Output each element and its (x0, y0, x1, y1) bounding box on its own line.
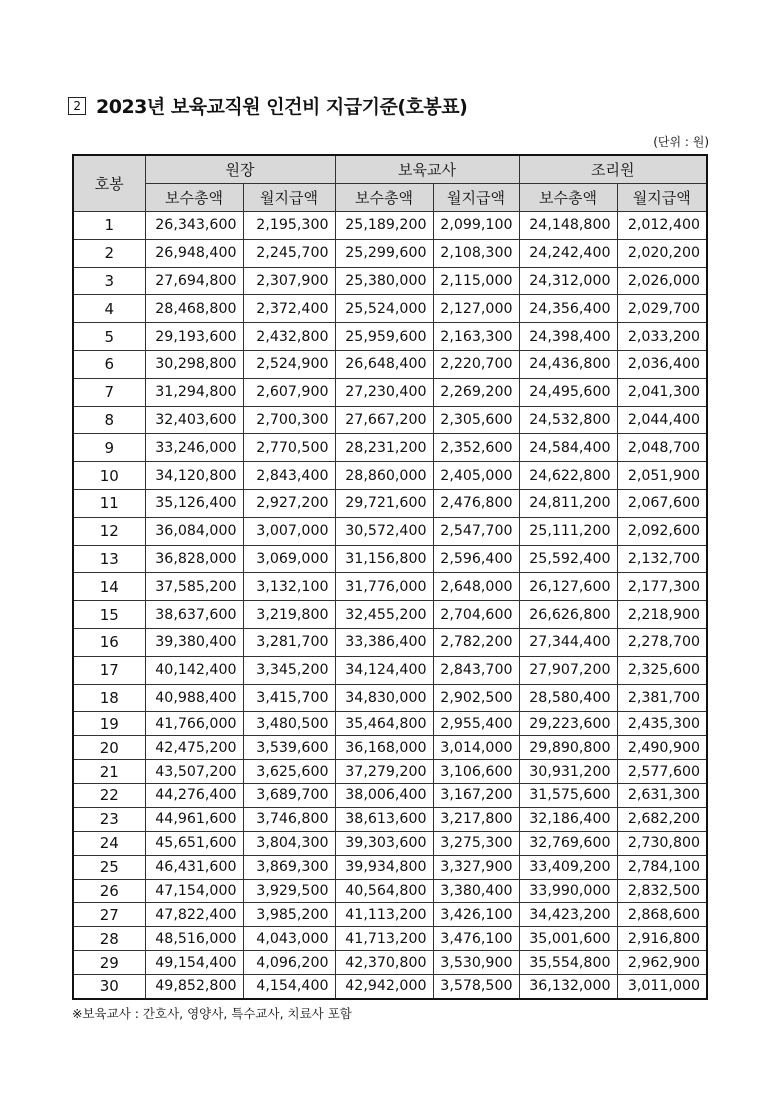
total-pay-cell: 25,299,600 (335, 239, 433, 267)
monthly-pay-cell: 2,115,000 (433, 267, 519, 295)
total-pay-cell: 41,713,200 (335, 927, 433, 951)
monthly-pay-cell: 3,011,000 (617, 975, 707, 999)
step-cell: 15 (73, 601, 145, 629)
total-pay-cell: 41,766,000 (145, 712, 243, 736)
monthly-pay-cell: 4,096,200 (243, 951, 335, 975)
total-pay-cell: 40,988,400 (145, 684, 243, 712)
total-pay-cell: 28,580,400 (519, 684, 617, 712)
total-pay-cell: 24,495,600 (519, 378, 617, 406)
total-pay-cell: 39,303,600 (335, 831, 433, 855)
title-text: 2023년 보육교직원 인건비 지급기준(호봉표) (96, 96, 468, 118)
step-cell: 2 (73, 239, 145, 267)
total-pay-cell: 26,948,400 (145, 239, 243, 267)
table-row (73, 760, 707, 784)
monthly-pay-cell: 3,869,300 (243, 855, 335, 879)
step-cell: 13 (73, 545, 145, 573)
total-pay-cell: 43,507,200 (145, 760, 243, 784)
total-pay-cell: 42,942,000 (335, 975, 433, 999)
total-pay-cell: 48,516,000 (145, 927, 243, 951)
monthly-pay-cell: 2,631,300 (617, 784, 707, 808)
monthly-pay-cell: 3,132,100 (243, 573, 335, 601)
monthly-pay-cell: 2,381,700 (617, 684, 707, 712)
step-cell: 28 (73, 927, 145, 951)
monthly-pay-cell: 3,985,200 (243, 903, 335, 927)
subheader-total-pay: 보수총액 (145, 184, 243, 212)
monthly-pay-cell: 2,577,600 (617, 760, 707, 784)
step-cell: 9 (73, 434, 145, 462)
total-pay-cell: 44,276,400 (145, 784, 243, 808)
monthly-pay-cell: 2,607,900 (243, 378, 335, 406)
total-pay-cell: 32,455,200 (335, 601, 433, 629)
total-pay-cell: 24,356,400 (519, 295, 617, 323)
table-row (73, 656, 707, 684)
table-row (73, 267, 707, 295)
total-pay-cell: 36,828,000 (145, 545, 243, 573)
table-body (73, 212, 707, 999)
step-cell: 20 (73, 736, 145, 760)
table-row (73, 975, 707, 999)
total-pay-cell: 28,860,000 (335, 462, 433, 490)
subheader-monthly-pay: 월지급액 (243, 184, 335, 212)
total-pay-cell: 35,001,600 (519, 927, 617, 951)
total-pay-cell: 35,126,400 (145, 489, 243, 517)
total-pay-cell: 24,312,000 (519, 267, 617, 295)
table-row (73, 684, 707, 712)
step-cell: 4 (73, 295, 145, 323)
monthly-pay-cell: 3,539,600 (243, 736, 335, 760)
monthly-pay-cell: 2,700,300 (243, 406, 335, 434)
monthly-pay-cell: 2,029,700 (617, 295, 707, 323)
monthly-pay-cell: 2,033,200 (617, 323, 707, 351)
monthly-pay-cell: 3,476,100 (433, 927, 519, 951)
step-cell: 5 (73, 323, 145, 351)
step-cell: 25 (73, 855, 145, 879)
monthly-pay-cell: 2,476,800 (433, 489, 519, 517)
section-number-box: 2 (68, 97, 86, 115)
step-cell: 3 (73, 267, 145, 295)
total-pay-cell: 25,524,000 (335, 295, 433, 323)
table-row (73, 434, 707, 462)
total-pay-cell: 27,667,200 (335, 406, 433, 434)
total-pay-cell: 32,403,600 (145, 406, 243, 434)
table-row (73, 489, 707, 517)
total-pay-cell: 39,934,800 (335, 855, 433, 879)
total-pay-cell: 38,637,600 (145, 601, 243, 629)
total-pay-cell: 36,084,000 (145, 517, 243, 545)
monthly-pay-cell: 2,832,500 (617, 879, 707, 903)
monthly-pay-cell: 2,245,700 (243, 239, 335, 267)
monthly-pay-cell: 2,868,600 (617, 903, 707, 927)
step-cell: 26 (73, 879, 145, 903)
total-pay-cell: 26,127,600 (519, 573, 617, 601)
subheader-total-pay: 보수총액 (519, 184, 617, 212)
total-pay-cell: 29,193,600 (145, 323, 243, 351)
total-pay-cell: 49,852,800 (145, 975, 243, 999)
table-row (73, 736, 707, 760)
total-pay-cell: 35,464,800 (335, 712, 433, 736)
monthly-pay-cell: 3,345,200 (243, 656, 335, 684)
step-cell: 10 (73, 462, 145, 490)
monthly-pay-cell: 3,219,800 (243, 601, 335, 629)
monthly-pay-cell: 2,927,200 (243, 489, 335, 517)
table-row (73, 927, 707, 951)
total-pay-cell: 37,585,200 (145, 573, 243, 601)
total-pay-cell: 33,386,400 (335, 628, 433, 656)
monthly-pay-cell: 3,007,000 (243, 517, 335, 545)
total-pay-cell: 26,626,800 (519, 601, 617, 629)
monthly-pay-cell: 3,625,600 (243, 760, 335, 784)
table-row (73, 601, 707, 629)
monthly-pay-cell: 2,682,200 (617, 807, 707, 831)
total-pay-cell: 33,990,000 (519, 879, 617, 903)
monthly-pay-cell: 3,689,700 (243, 784, 335, 808)
total-pay-cell: 36,132,000 (519, 975, 617, 999)
total-pay-cell: 26,343,600 (145, 212, 243, 240)
total-pay-cell: 46,431,600 (145, 855, 243, 879)
monthly-pay-cell: 3,217,800 (433, 807, 519, 831)
monthly-pay-cell: 2,432,800 (243, 323, 335, 351)
total-pay-cell: 47,822,400 (145, 903, 243, 927)
monthly-pay-cell: 2,127,000 (433, 295, 519, 323)
table-row (73, 807, 707, 831)
monthly-pay-cell: 3,380,400 (433, 879, 519, 903)
monthly-pay-cell: 2,547,700 (433, 517, 519, 545)
total-pay-cell: 32,186,400 (519, 807, 617, 831)
page-title (68, 92, 467, 119)
monthly-pay-cell: 2,782,200 (433, 628, 519, 656)
table-row (73, 879, 707, 903)
step-header: 호봉 (73, 155, 145, 212)
total-pay-cell: 27,907,200 (519, 656, 617, 684)
monthly-pay-cell: 2,730,800 (617, 831, 707, 855)
total-pay-cell: 30,572,400 (335, 517, 433, 545)
monthly-pay-cell: 2,067,600 (617, 489, 707, 517)
table-row (73, 573, 707, 601)
total-pay-cell: 42,370,800 (335, 951, 433, 975)
monthly-pay-cell: 2,012,400 (617, 212, 707, 240)
monthly-pay-cell: 2,902,500 (433, 684, 519, 712)
total-pay-cell: 25,111,200 (519, 517, 617, 545)
monthly-pay-cell: 2,843,700 (433, 656, 519, 684)
total-pay-cell: 30,298,800 (145, 350, 243, 378)
step-cell: 18 (73, 684, 145, 712)
total-pay-cell: 42,475,200 (145, 736, 243, 760)
table-row (73, 784, 707, 808)
monthly-pay-cell: 2,524,900 (243, 350, 335, 378)
step-cell: 22 (73, 784, 145, 808)
total-pay-cell: 30,931,200 (519, 760, 617, 784)
monthly-pay-cell: 2,325,600 (617, 656, 707, 684)
total-pay-cell: 24,622,800 (519, 462, 617, 490)
total-pay-cell: 34,120,800 (145, 462, 243, 490)
step-cell: 21 (73, 760, 145, 784)
total-pay-cell: 24,398,400 (519, 323, 617, 351)
monthly-pay-cell: 3,746,800 (243, 807, 335, 831)
monthly-pay-cell: 2,435,300 (617, 712, 707, 736)
total-pay-cell: 25,959,600 (335, 323, 433, 351)
step-cell: 23 (73, 807, 145, 831)
step-cell: 16 (73, 628, 145, 656)
subheader-monthly-pay: 월지급액 (433, 184, 519, 212)
table-row (73, 406, 707, 434)
total-pay-cell: 39,380,400 (145, 628, 243, 656)
table-row (73, 712, 707, 736)
monthly-pay-cell: 3,167,200 (433, 784, 519, 808)
table-row (73, 350, 707, 378)
monthly-pay-cell: 3,275,300 (433, 831, 519, 855)
total-pay-cell: 31,575,600 (519, 784, 617, 808)
monthly-pay-cell: 2,784,100 (617, 855, 707, 879)
step-cell: 30 (73, 975, 145, 999)
table-row (73, 378, 707, 406)
monthly-pay-cell: 2,596,400 (433, 545, 519, 573)
monthly-pay-cell: 2,108,300 (433, 239, 519, 267)
total-pay-cell: 24,584,400 (519, 434, 617, 462)
monthly-pay-cell: 3,106,600 (433, 760, 519, 784)
total-pay-cell: 40,142,400 (145, 656, 243, 684)
monthly-pay-cell: 3,578,500 (433, 975, 519, 999)
monthly-pay-cell: 2,405,000 (433, 462, 519, 490)
monthly-pay-cell: 3,480,500 (243, 712, 335, 736)
monthly-pay-cell: 2,843,400 (243, 462, 335, 490)
step-cell: 19 (73, 712, 145, 736)
table-row (73, 295, 707, 323)
monthly-pay-cell: 2,305,600 (433, 406, 519, 434)
subheader-monthly-pay: 월지급액 (617, 184, 707, 212)
total-pay-cell: 28,231,200 (335, 434, 433, 462)
total-pay-cell: 38,613,600 (335, 807, 433, 831)
total-pay-cell: 44,961,600 (145, 807, 243, 831)
total-pay-cell: 34,423,200 (519, 903, 617, 927)
monthly-pay-cell: 3,281,700 (243, 628, 335, 656)
total-pay-cell: 24,532,800 (519, 406, 617, 434)
total-pay-cell: 29,223,600 (519, 712, 617, 736)
monthly-pay-cell: 2,177,300 (617, 573, 707, 601)
monthly-pay-cell: 2,962,900 (617, 951, 707, 975)
group-header-teacher: 보육교사 (335, 155, 519, 184)
table-row (73, 831, 707, 855)
monthly-pay-cell: 2,648,000 (433, 573, 519, 601)
monthly-pay-cell: 2,269,200 (433, 378, 519, 406)
total-pay-cell: 27,344,400 (519, 628, 617, 656)
step-cell: 1 (73, 212, 145, 240)
monthly-pay-cell: 3,530,900 (433, 951, 519, 975)
total-pay-cell: 31,776,000 (335, 573, 433, 601)
footnote: ※보육교사 : 간호사, 영양사, 특수교사, 치료사 포함 (72, 1006, 352, 1021)
table-row (73, 212, 707, 240)
total-pay-cell: 40,564,800 (335, 879, 433, 903)
total-pay-cell: 24,811,200 (519, 489, 617, 517)
monthly-pay-cell: 4,154,400 (243, 975, 335, 999)
total-pay-cell: 49,154,400 (145, 951, 243, 975)
total-pay-cell: 25,592,400 (519, 545, 617, 573)
total-pay-cell: 29,721,600 (335, 489, 433, 517)
total-pay-cell: 47,154,000 (145, 879, 243, 903)
table-row (73, 951, 707, 975)
group-header-director: 원장 (145, 155, 335, 184)
monthly-pay-cell: 2,044,400 (617, 406, 707, 434)
table-row (73, 462, 707, 490)
total-pay-cell: 27,694,800 (145, 267, 243, 295)
monthly-pay-cell: 2,220,700 (433, 350, 519, 378)
monthly-pay-cell: 2,916,800 (617, 927, 707, 951)
step-cell: 7 (73, 378, 145, 406)
table-row (73, 517, 707, 545)
table-row (73, 903, 707, 927)
monthly-pay-cell: 3,804,300 (243, 831, 335, 855)
step-cell: 29 (73, 951, 145, 975)
step-cell: 6 (73, 350, 145, 378)
total-pay-cell: 33,409,200 (519, 855, 617, 879)
total-pay-cell: 28,468,800 (145, 295, 243, 323)
monthly-pay-cell: 2,955,400 (433, 712, 519, 736)
monthly-pay-cell: 4,043,000 (243, 927, 335, 951)
monthly-pay-cell: 2,704,600 (433, 601, 519, 629)
monthly-pay-cell: 3,327,900 (433, 855, 519, 879)
monthly-pay-cell: 2,218,900 (617, 601, 707, 629)
monthly-pay-cell: 2,020,200 (617, 239, 707, 267)
monthly-pay-cell: 2,036,400 (617, 350, 707, 378)
table-row (73, 545, 707, 573)
monthly-pay-cell: 2,041,300 (617, 378, 707, 406)
total-pay-cell: 33,246,000 (145, 434, 243, 462)
subheader-total-pay: 보수총액 (335, 184, 433, 212)
table-row (73, 855, 707, 879)
group-header-cook: 조리원 (519, 155, 707, 184)
monthly-pay-cell: 2,132,700 (617, 545, 707, 573)
salary-step-table (72, 154, 708, 1000)
total-pay-cell: 36,168,000 (335, 736, 433, 760)
table-row (73, 323, 707, 351)
monthly-pay-cell: 2,352,600 (433, 434, 519, 462)
monthly-pay-cell: 2,490,900 (617, 736, 707, 760)
total-pay-cell: 24,242,400 (519, 239, 617, 267)
total-pay-cell: 34,124,400 (335, 656, 433, 684)
step-cell: 24 (73, 831, 145, 855)
monthly-pay-cell: 3,069,000 (243, 545, 335, 573)
monthly-pay-cell: 2,195,300 (243, 212, 335, 240)
monthly-pay-cell: 2,092,600 (617, 517, 707, 545)
monthly-pay-cell: 2,099,100 (433, 212, 519, 240)
total-pay-cell: 26,648,400 (335, 350, 433, 378)
total-pay-cell: 24,436,800 (519, 350, 617, 378)
step-cell: 27 (73, 903, 145, 927)
table-row (73, 628, 707, 656)
monthly-pay-cell: 2,372,400 (243, 295, 335, 323)
monthly-pay-cell: 3,415,700 (243, 684, 335, 712)
total-pay-cell: 25,380,000 (335, 267, 433, 295)
step-cell: 12 (73, 517, 145, 545)
total-pay-cell: 32,769,600 (519, 831, 617, 855)
total-pay-cell: 35,554,800 (519, 951, 617, 975)
step-cell: 8 (73, 406, 145, 434)
total-pay-cell: 27,230,400 (335, 378, 433, 406)
monthly-pay-cell: 2,278,700 (617, 628, 707, 656)
total-pay-cell: 31,156,800 (335, 545, 433, 573)
total-pay-cell: 25,189,200 (335, 212, 433, 240)
monthly-pay-cell: 2,163,300 (433, 323, 519, 351)
monthly-pay-cell: 3,014,000 (433, 736, 519, 760)
total-pay-cell: 31,294,800 (145, 378, 243, 406)
table-row (73, 239, 707, 267)
total-pay-cell: 45,651,600 (145, 831, 243, 855)
step-cell: 14 (73, 573, 145, 601)
monthly-pay-cell: 2,048,700 (617, 434, 707, 462)
total-pay-cell: 24,148,800 (519, 212, 617, 240)
step-cell: 17 (73, 656, 145, 684)
step-cell: 11 (73, 489, 145, 517)
total-pay-cell: 38,006,400 (335, 784, 433, 808)
total-pay-cell: 41,113,200 (335, 903, 433, 927)
monthly-pay-cell: 2,307,900 (243, 267, 335, 295)
monthly-pay-cell: 2,770,500 (243, 434, 335, 462)
monthly-pay-cell: 3,929,500 (243, 879, 335, 903)
monthly-pay-cell: 2,026,000 (617, 267, 707, 295)
monthly-pay-cell: 2,051,900 (617, 462, 707, 490)
total-pay-cell: 34,830,000 (335, 684, 433, 712)
total-pay-cell: 37,279,200 (335, 760, 433, 784)
total-pay-cell: 29,890,800 (519, 736, 617, 760)
monthly-pay-cell: 3,426,100 (433, 903, 519, 927)
unit-label: (단위 : 원) (653, 135, 709, 149)
